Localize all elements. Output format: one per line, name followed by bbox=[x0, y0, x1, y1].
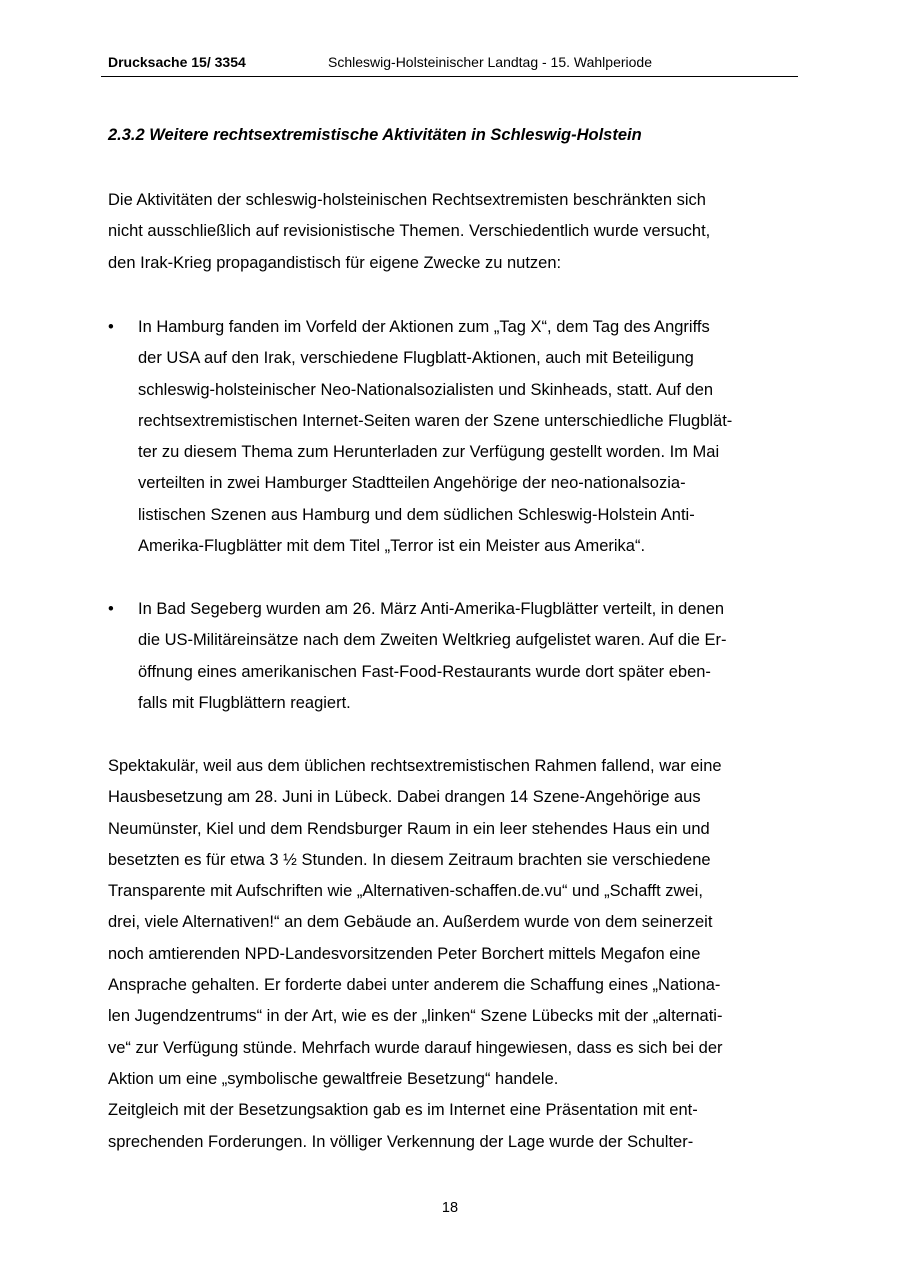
text-line: rechtsextremistischen Internet-Seiten waren der Szene unterschiedliche Flugblät- bbox=[138, 411, 733, 430]
text-line: den Irak-Krieg propagandistisch für eigene Zwecke zu nutzen: bbox=[108, 253, 562, 272]
bullet-text bbox=[138, 312, 732, 562]
text-line: ter zu diesem Thema zum Herunterladen zur Verfügung gestellt worden. Im Mai bbox=[138, 443, 720, 462]
text-line: nicht ausschließlich auf revisionistische Themen. Verschiedentlich wurde versucht, bbox=[108, 222, 711, 241]
text-line: drei, viele Alternativen!“ an dem Gebäude an. Außerdem wurde von dem seinerzeit bbox=[108, 913, 713, 932]
text-line: ve“ zur Verfügung stünde. Mehrfach wurde darauf hingewiesen, dass es sich bei der bbox=[108, 1038, 723, 1057]
text-line: schleswig-holsteinischer Neo-Nationalsozialisten und Skinheads, statt. Auf den bbox=[138, 380, 714, 399]
bullet-icon: • bbox=[108, 600, 114, 618]
section-heading: 2.3.2 Weitere rechtsextremistische Aktivitäten in Schleswig-Holstein bbox=[108, 126, 642, 144]
text-line: Ansprache gehalten. Er forderte dabei unter anderem die Schaffung eines „Nationa- bbox=[108, 976, 721, 995]
text-line: len Jugendzentrums“ in der Art, wie es der „linken“ Szene Lübecks mit der „alternati- bbox=[108, 1007, 723, 1026]
text-line: Zeitgleich mit der Besetzungsaktion gab es im Internet eine Präsentation mit ent- bbox=[108, 1101, 698, 1120]
text-line: Spektakulär, weil aus dem üblichen rechtsextremistischen Rahmen fallend, war eine bbox=[108, 757, 722, 775]
intro-paragraph bbox=[108, 185, 798, 279]
text-line: verteilten in zwei Hamburger Stadtteilen Angehörige der neo-nationalsozia- bbox=[138, 474, 686, 493]
page-header bbox=[101, 52, 798, 77]
text-line: öffnung eines amerikanischen Fast-Food-Restaurants wurde dort später eben- bbox=[138, 662, 711, 681]
text-line: sprechenden Forderungen. In völliger Verkennung der Lage wurde der Schulter- bbox=[108, 1132, 694, 1151]
parliament-title: Schleswig-Holsteinischer Landtag - 15. Wahlperiode bbox=[328, 54, 652, 70]
text-line: falls mit Flugblättern reagiert. bbox=[138, 693, 351, 712]
text-line: Die Aktivitäten der schleswig-holsteinischen Rechtsextremisten beschränkten sich bbox=[108, 191, 706, 209]
text-line: Aktion um eine „symbolische gewaltfreie Besetzung“ handele. bbox=[108, 1069, 559, 1088]
text-line: In Hamburg fanden im Vorfeld der Aktionen zum „Tag X“, dem Tag des Angriffs bbox=[138, 318, 710, 336]
bullet-text bbox=[138, 594, 726, 719]
text-line: In Bad Segeberg wurden am 26. März Anti-Amerika-Flugblätter verteilt, in denen bbox=[138, 600, 725, 618]
text-line: die US-Militäreinsätze nach dem Zweiten Weltkrieg aufgelistet waren. Auf die Er- bbox=[138, 631, 727, 650]
text-line: Amerika-Flugblätter mit dem Titel „Terror ist ein Meister aus Amerika“. bbox=[138, 537, 646, 556]
text-line: Neumünster, Kiel und dem Rendsburger Raum in ein leer stehendes Haus ein und bbox=[108, 819, 710, 838]
text-line: Transparente mit Aufschriften wie „Alternativen-schaffen.de.vu“ und „Schafft zwei, bbox=[108, 882, 703, 901]
page-number: 18 bbox=[441, 1200, 459, 1216]
text-line: Hausbesetzung am 28. Juni in Lübeck. Dabei drangen 14 Szene-Angehörige aus bbox=[108, 788, 701, 807]
text-line: noch amtierenden NPD-Landesvorsitzenden Peter Borchert mittels Megafon eine bbox=[108, 944, 701, 963]
body-paragraph bbox=[108, 751, 798, 1158]
text-line: listischen Szenen aus Hamburg und dem südlichen Schleswig-Holstein Anti- bbox=[138, 505, 695, 524]
bullet-icon: • bbox=[108, 318, 114, 336]
document-number: Drucksache 15/ 3354 bbox=[108, 54, 246, 70]
text-line: besetzten es für etwa 3 ½ Stunden. In diesem Zeitraum brachten sie verschiedene bbox=[108, 850, 711, 869]
text-line: der USA auf den Irak, verschiedene Flugblatt-Aktionen, auch mit Beteiligung bbox=[138, 349, 694, 368]
